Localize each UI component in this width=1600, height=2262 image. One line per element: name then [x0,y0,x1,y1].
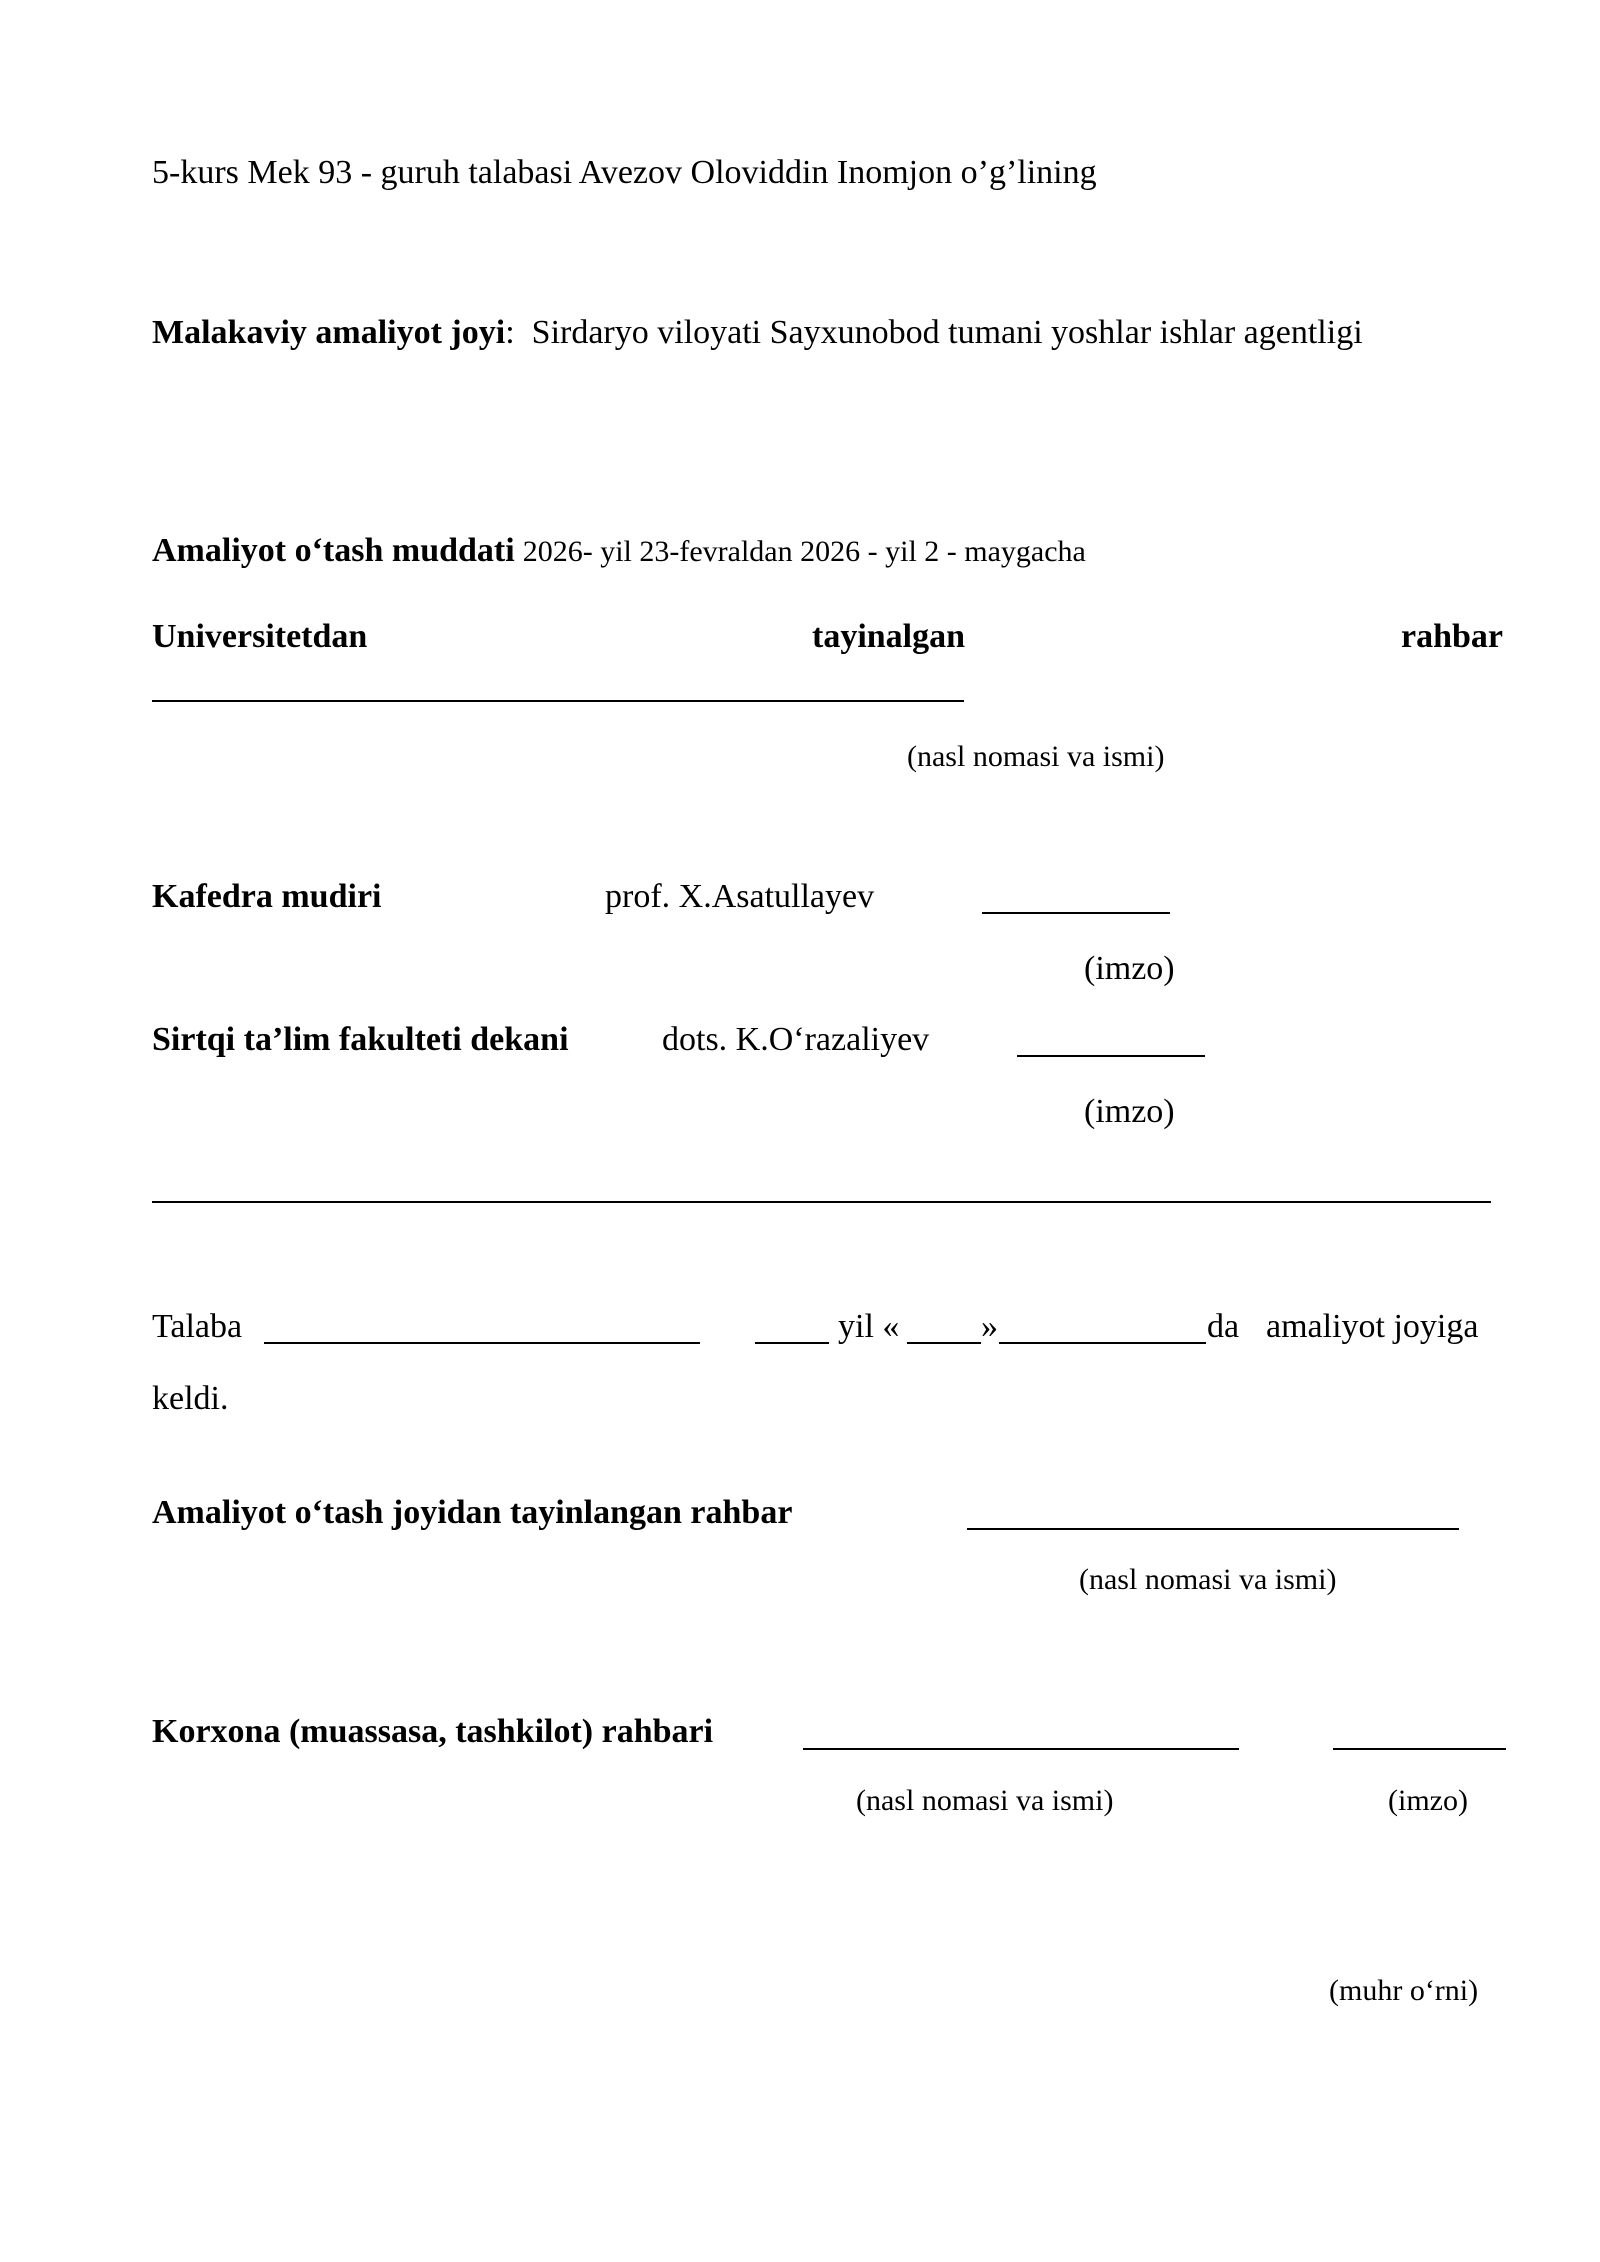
university-supervisor-word3: rahbar [1401,618,1503,655]
university-supervisor-caption: (nasl nomasi va ismi) [907,740,1165,773]
stamp-caption: (muhr o‘rni) [1329,1974,1479,2007]
dean-label: Sirtqi ta’lim fakulteti dekani [152,1021,569,1058]
department-head-label: Kafedra mudiri [152,878,382,915]
university-supervisor-word1: Universitetdan [152,618,368,655]
practice-period [152,534,1086,568]
arrival-year-line [755,1342,829,1344]
university-supervisor-signature-line [152,700,964,702]
department-head-caption: (imzo) [1084,950,1175,987]
department-head-name: prof. X.Asatullayev [605,878,875,915]
arrival-keldi: keldi. [152,1380,229,1417]
arrival-amaliyot-joyiga: amaliyot joyiga [1266,1308,1479,1345]
practice-place-label: Malakaviy amaliyot joyi [152,314,506,351]
student-line: 5-kurs Mek 93 - guruh talabasi Avezov Oloviddin Inomjon o’g’lining [152,154,1097,191]
organization-head-label: Korxona (muassasa, tashkilot) rahbari [152,1713,714,1750]
organization-head-signature-line [1333,1748,1506,1750]
dean-signature-line [1017,1055,1205,1057]
organization-head-caption-sign: (imzo) [1388,1784,1468,1817]
organization-head-caption-name: (nasl nomasi va ismi) [856,1784,1114,1817]
site-supervisor-signature-line [967,1528,1459,1530]
practice-place-value: Sirdaryo viloyati Sayxunobod tumani yoshlar ishlar agentligi [531,314,1363,351]
site-supervisor-label: Amaliyot o‘tash joyidan tayinlangan rahbar [152,1494,793,1531]
organization-head-name-line [803,1748,1239,1750]
arrival-close-quote: » [981,1308,998,1345]
arrival-yil: yil « [838,1308,900,1345]
arrival-month-line [999,1342,1206,1344]
arrival-talaba: Talaba [152,1308,243,1345]
arrival-student-name-line [264,1342,700,1344]
practice-period-value: 2026- yil 23-fevraldan 2026 - yil 2 - maygacha [522,535,1086,568]
dean-caption: (imzo) [1084,1093,1175,1130]
site-supervisor-caption: (nasl nomasi va ismi) [1079,1563,1337,1596]
dean-name: dots. K.O‘razaliyev [662,1021,930,1058]
arrival-da: da [1207,1308,1240,1345]
practice-place [152,316,1363,350]
section-divider [152,1201,1491,1203]
practice-place-colon: : [505,314,515,351]
practice-period-label: Amaliyot o‘tash muddati [152,532,515,569]
university-supervisor-word2: tayinalgan [812,618,966,655]
department-head-signature-line [982,912,1170,914]
arrival-day-line [907,1342,981,1344]
